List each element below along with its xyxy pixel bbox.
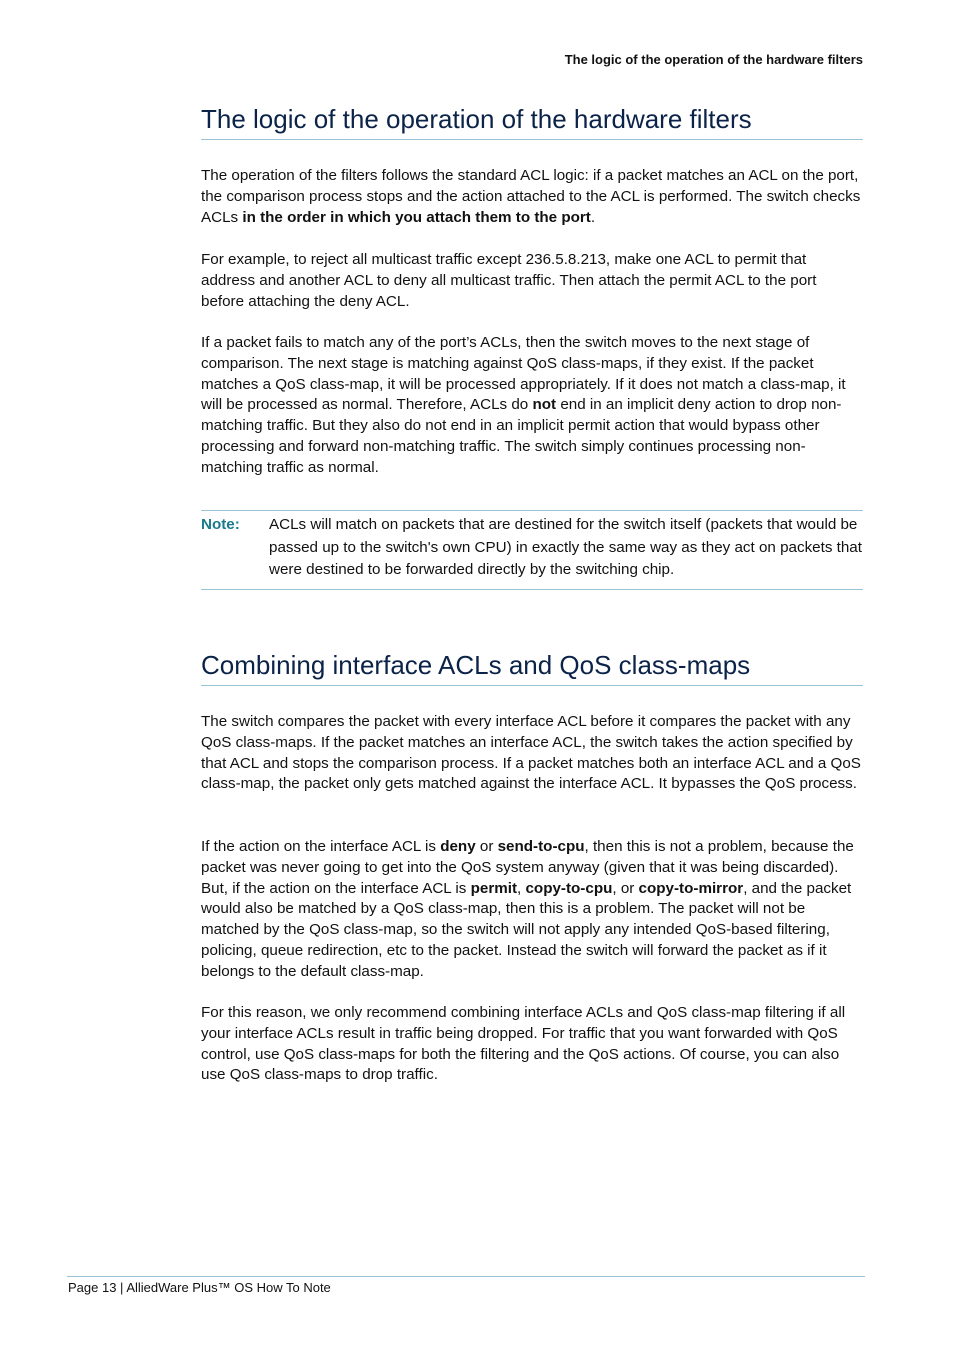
footer-rule: [67, 1276, 865, 1277]
section-heading-combining: Combining interface ACLs and QoS class-maps: [201, 650, 863, 686]
bold-text: copy-to-cpu: [525, 879, 613, 897]
bold-text: copy-to-mirror: [638, 879, 744, 897]
paragraph-no-match: [201, 333, 863, 479]
note-label: Note:: [201, 516, 240, 533]
bold-text: not: [532, 396, 557, 414]
text-run: ,: [517, 879, 526, 897]
text-run: , and the packet would also be matched by a QoS class-map, then this is a problem. The packet will not be matched by the QoS class-map, so the switch will not apply any intended QoS-based filtering, policing, queue redirection, etc to the packet. Instead the switch will forward the packet as if it belongs to the default class-map.: [201, 879, 852, 980]
text-run: The operation of the filters follows the standard ACL logic: if a packet matches an ACL on the port, the comparison process stops and the action attached to the ACL is performed. The switch checks ACLs: [201, 167, 861, 226]
bold-text: permit: [470, 879, 518, 897]
note-text: ACLs will match on packets that are destined for the switch itself (packets that would be passed up to the switch's own CPU) in exactly the same way as they act on packets that were destined to be forwarded directly by the switching chip.: [269, 516, 862, 579]
text-run: If a packet fails to match any of the port’s ACLs, then the switch moves to the next stage of comparison. The next stage is matching against QoS class-maps, if they exist. If the packet matches a QoS class-map, it will be processed appropriately. If it does not match a class-map, it will be processed as normal. Therefore, ACLs do: [201, 334, 846, 414]
bold-text: in the order in which you attach them to the port: [242, 208, 591, 226]
paragraph-text: For this reason, we only recommend combining interface ACLs and QoS class-map filtering if all your interface ACLs result in traffic being dropped. For traffic that you want forwarded with QoS control, use QoS class-maps for both the filtering and the QoS actions. Of course, you can also use QoS class-maps to drop traffic.: [201, 1004, 846, 1084]
text-run: , then this is not a problem, because the packet was never going to get into the QoS system anyway (given that it was being discarded). But, if the action on the interface ACL is: [201, 838, 854, 897]
paragraph-acl-logic: [201, 166, 863, 228]
section-combining: [201, 650, 863, 686]
text-run: end in an implicit deny action to drop non-matching traffic. But they also do not end in an implicit permit action that would bypass other processing and forward non-matching traffic. The switch simply continues processing non-matching traffic as normal.: [201, 396, 842, 476]
text-run: , or: [612, 879, 639, 897]
bold-text: deny: [440, 838, 476, 855]
page-footer: Page 13 | AlliedWare Plus™ OS How To Note: [68, 1280, 331, 1295]
section-heading-logic: The logic of the operation of the hardware filters: [201, 104, 863, 140]
text-run: .: [590, 208, 596, 226]
text-run: or: [475, 838, 498, 855]
paragraph-text: For example, to reject all multicast traffic except 236.5.8.213, make one ACL to permit that address and another ACL to deny all multicast traffic. Then attach the permit ACL to the port before attaching the deny ACL.: [201, 251, 817, 310]
paragraph-example: [201, 250, 863, 312]
paragraph-recommendation: [201, 1003, 863, 1086]
paragraph-compare-order: [201, 712, 863, 795]
bold-text: send-to-cpu: [497, 838, 585, 855]
paragraph-text: The switch compares the packet with every interface ACL before it compares the packet with any QoS class-maps. If the packet matches an interface ACL, the switch takes the action specified by that ACL and stops the comparison process. If a packet matches both an interface ACL and a QoS class-map, the packet only gets matched against the interface ACL. It bypasses the QoS process.: [201, 713, 861, 793]
section-logic: [201, 104, 863, 140]
text-run: If the action on the interface ACL is: [201, 838, 441, 855]
running-header: The logic of the operation of the hardware filters: [564, 52, 863, 67]
note-box: [201, 510, 863, 590]
paragraph-actions: [201, 837, 863, 983]
